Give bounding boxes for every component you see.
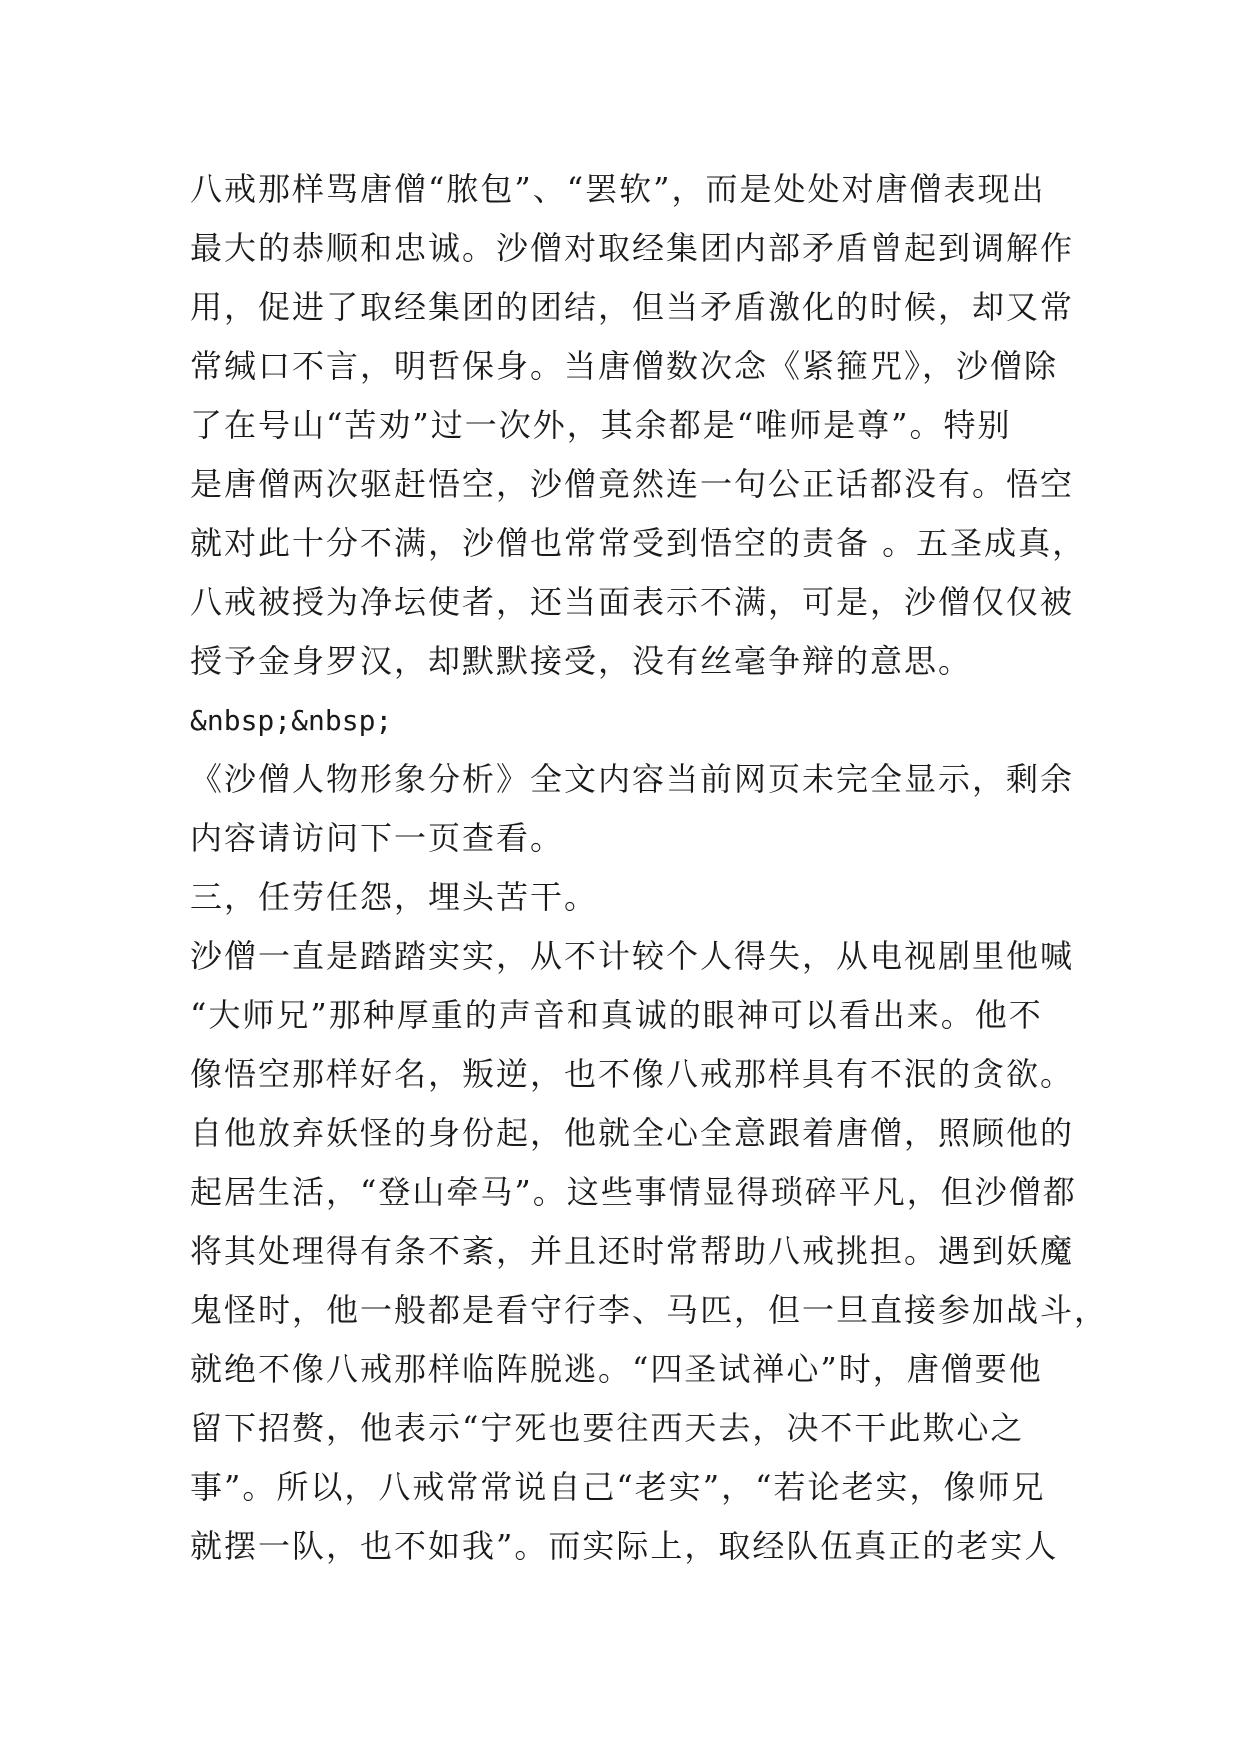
text-line: 用，促进了取经集团的团结，但当矛盾激化的时候，却又常 [190, 288, 1075, 326]
text-line: 就摆一队，也不如我”。而实际上，取经队伍真正的老实人 [190, 1527, 1059, 1565]
article-body [190, 160, 1109, 1576]
text-line: 常缄口不言，明哲保身。当唐僧数次念《紧箍咒》，沙僧除 [190, 347, 1059, 385]
text-line: 授予金身罗汉，却默默接受，没有丝毫争辩的意思。 [190, 642, 973, 680]
text-line: 是唐僧两次驱赶悟空，沙僧竟然连一句公正话都没有。悟空 [190, 465, 1075, 503]
section-heading: 三，任劳任怨，埋头苦干。 [190, 878, 599, 916]
text-line: 了在号山“苦劝”过一次外，其余都是“唯师是尊”。特别 [190, 406, 1012, 444]
text-line: 最大的恭顺和忠诚。沙僧对取经集团内部矛盾曾起到调解作 [190, 229, 1075, 267]
text-line: 鬼怪时，他一般都是看守行李、马匹，但一旦直接参加战斗， [190, 1291, 1109, 1329]
text-line: “大师兄”那种厚重的声音和真诚的眼神可以看出来。他不 [190, 996, 1043, 1034]
text-line: 八戒被授为净坛使者，还当面表示不满，可是，沙僧仅仅被 [190, 583, 1075, 621]
text-line: 自他放弃妖怪的身份起，他就全心全意跟着唐僧，照顾他的 [190, 1114, 1075, 1152]
text-line: 事”。所以，八戒常常说自己“老实”，“若论老实，像师兄 [190, 1468, 1046, 1506]
truncation-notice-line: 《沙僧人物形象分析》全文内容当前网页未完全显示，剩余 [190, 760, 1075, 798]
truncation-notice-line: 内容请访问下一页查看。 [190, 819, 565, 857]
text-line: 就绝不像八戒那样临阵脱逃。“四圣试禅心”时，唐僧要他 [190, 1350, 1043, 1388]
text-line: 八戒那样骂唐僧“脓包”、“罢软”，而是处处对唐僧表现出 [190, 170, 1046, 208]
text-line: 留下招赘，他表示“宁死也要往西天去，决不干此欺心之 [190, 1409, 1025, 1447]
text-line: 将其处理得有条不紊，并且还时常帮助八戒挑担。遇到妖魔 [190, 1232, 1075, 1270]
text-line: 就对此十分不满，沙僧也常常受到悟空的责备 。五圣成真， [190, 524, 1087, 562]
text-line: 沙僧一直是踏踏实实，从不计较个人得失，从电视剧里他喊 [190, 937, 1075, 975]
nbsp-artifact-line: &nbsp;&nbsp; [190, 704, 393, 737]
text-line: 起居生活，“登山牵马”。这些事情显得琐碎平凡，但沙僧都 [190, 1173, 1077, 1211]
text-line: 像悟空那样好名，叛逆，也不像八戒那样具有不泯的贪欲。 [190, 1055, 1075, 1093]
